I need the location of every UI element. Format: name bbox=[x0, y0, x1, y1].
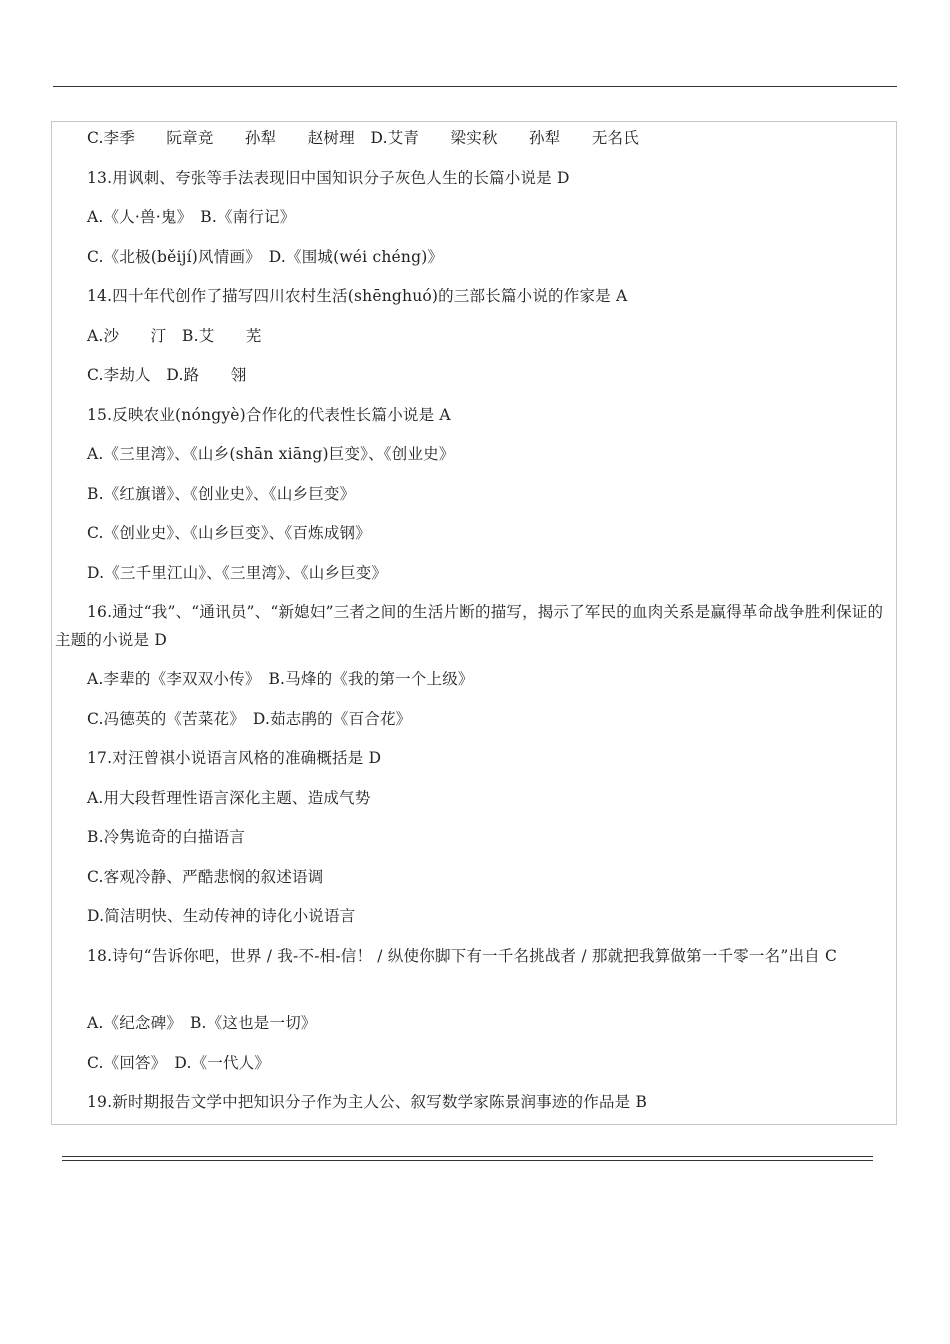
question-18: 18.诗句“告诉你吧，世界 / 我-不-相-信！ / 纵使你脚下有一千名挑战者 / 那就把我算做第一千零一名”出自 C bbox=[87, 947, 838, 965]
option-line: A.用大段哲理性语言深化主题、造成气势 bbox=[87, 789, 371, 807]
question-19: 19.新时期报告文学中把知识分子作为主人公、叙写数学家陈景润事迹的作品是 B bbox=[87, 1093, 648, 1111]
option-line: A.李辈的《李双双小传》 B.马烽的《我的第一个上级》 bbox=[87, 670, 474, 688]
option-line: B.冷隽诡奇的白描语言 bbox=[87, 828, 246, 846]
option-line: D.《三千里江山》、《三里湾》、《山乡巨变》 bbox=[87, 564, 388, 582]
option-line: C.冯德英的《苦菜花》 D.茹志鹃的《百合花》 bbox=[87, 710, 412, 728]
option-line: A.《人·兽·鬼》 B.《南行记》 bbox=[87, 208, 296, 226]
option-line: C.客观冷静、严酷悲悯的叙述语调 bbox=[87, 868, 324, 886]
header-rule bbox=[53, 86, 897, 87]
question-16: 16.通过“我”、“通讯员”、“新媳妇”三者之间的生活片断的描写，揭示了军民的血肉关系是赢得革命战争胜利保证的主题的小说是 D bbox=[55, 603, 884, 649]
option-line: D.简洁明快、生动传神的诗化小说语言 bbox=[87, 907, 356, 925]
option-line: C.《北极(běijí)风情画》 D.《围城(wéi chéng)》 bbox=[87, 248, 444, 266]
question-13: 13.用讽刺、夸张等手法表现旧中国知识分子灰色人生的长篇小说是 D bbox=[87, 169, 570, 187]
option-line: B.《红旗谱》、《创业史》、《山乡巨变》 bbox=[87, 485, 356, 503]
option-line: C.李季 阮章竞 孙犁 赵树理 D.艾青 梁实秋 孙犁 无名氏 bbox=[87, 129, 639, 147]
question-14: 14.四十年代创作了描写四川农村生活(shēnghuó)的三部长篇小说的作家是 A bbox=[87, 287, 628, 305]
footer-rule-top bbox=[62, 1156, 873, 1157]
option-line: C.李劫人 D.路 翎 bbox=[87, 366, 247, 384]
question-15: 15.反映农业(nóngyè)合作化的代表性长篇小说是 A bbox=[87, 406, 451, 424]
option-line: A.沙 汀 B.艾 芜 bbox=[87, 327, 262, 345]
footer-rule-bottom bbox=[62, 1160, 873, 1161]
option-line: A.《纪念碑》 B.《这也是一切》 bbox=[87, 1014, 317, 1032]
option-line: C.《创业史》、《山乡巨变》、《百炼成钢》 bbox=[87, 524, 371, 542]
option-line: C.《回答》 D.《一代人》 bbox=[87, 1054, 271, 1072]
question-17: 17.对汪曾祺小说语言风格的准确概括是 D bbox=[87, 749, 382, 767]
option-line: A.《三里湾》、《山乡(shān xiāng)巨变》、《创业史》 bbox=[87, 445, 455, 463]
